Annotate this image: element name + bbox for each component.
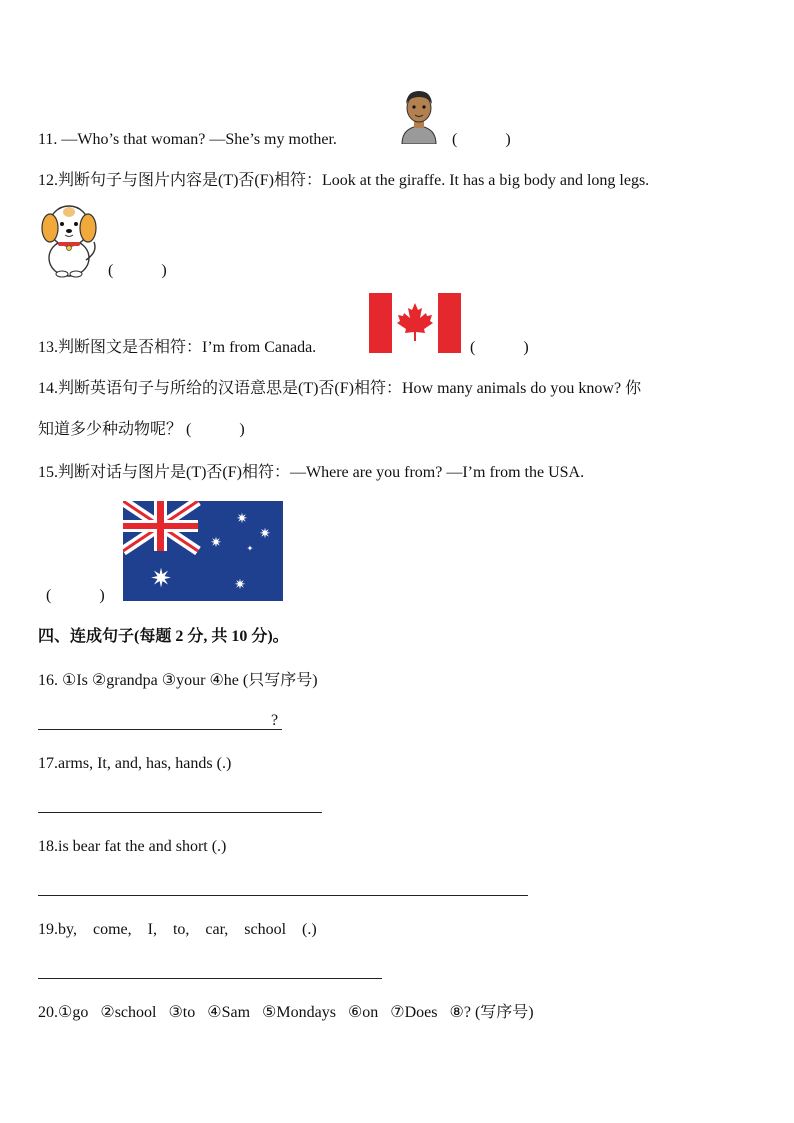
question-14-line-2: 知道多少种动物呢？ ( ) <box>38 421 245 438</box>
answer-blank-14[interactable]: ( ) <box>186 421 245 438</box>
question-12-text: 12.判断句子与图片内容是(T)否(F)相符：Look at the giraffe. It has a big body and long legs. <box>38 172 650 189</box>
boy-portrait-image <box>398 88 440 144</box>
svg-text:✷: ✷ <box>210 535 222 551</box>
puppy-image <box>38 200 100 278</box>
svg-text:✷: ✷ <box>234 577 246 593</box>
section-4-heading: 四、连成句子(每题 2 分, 共 10 分)。 <box>38 628 289 645</box>
question-17: 17.arms, It, and, has, hands (.) <box>38 755 232 772</box>
question-19: 19.by, come, I, to, car, school (.) <box>38 921 317 938</box>
answer-line-16[interactable] <box>38 729 282 730</box>
question-16: 16. ①Is ②grandpa ③your ④he (只写序号) <box>38 672 318 689</box>
question-14-line-1: 14.判断英语句子与所给的汉语意思是(T)否(F)相符：How many animals do you know? 你 <box>38 380 642 397</box>
question-11 <box>38 130 337 150</box>
svg-text:✷: ✷ <box>150 564 172 594</box>
question-11-text: 11. —Who’s that woman? —She’s my mother. <box>38 131 337 148</box>
question-13-text: 13.判断图文是否相符：I’m from Canada. <box>38 339 317 356</box>
question-18: 18.is bear fat the and short (.) <box>38 838 227 855</box>
answer-line-18[interactable] <box>38 895 528 896</box>
svg-text:✷: ✷ <box>236 511 248 527</box>
question-13 <box>38 338 316 358</box>
answer-blank-15[interactable]: ( ) <box>46 587 105 604</box>
question-15 <box>38 463 584 483</box>
answer-blank-12[interactable]: ( ) <box>108 262 167 279</box>
answer-line-19[interactable] <box>38 978 382 979</box>
answer-blank-13[interactable]: ( ) <box>470 339 529 356</box>
question-16-end-mark: ? <box>271 712 279 729</box>
svg-text:✦: ✦ <box>246 544 254 553</box>
australia-flag-image <box>123 501 283 601</box>
question-15-text: 15.判断对话与图片是(T)否(F)相符：—Where are you from? —I’m from the USA. <box>38 464 585 481</box>
answer-line-17[interactable] <box>38 812 322 813</box>
canada-flag-image <box>369 293 461 353</box>
svg-text:✷: ✷ <box>259 526 271 542</box>
question-20: 20.①go ②school ③to ④Sam ⑤Mondays ⑥on ⑦Does ⑧? (写序号) <box>38 1004 534 1021</box>
answer-blank-11[interactable]: ( ) <box>452 131 511 148</box>
question-12 <box>38 171 649 191</box>
